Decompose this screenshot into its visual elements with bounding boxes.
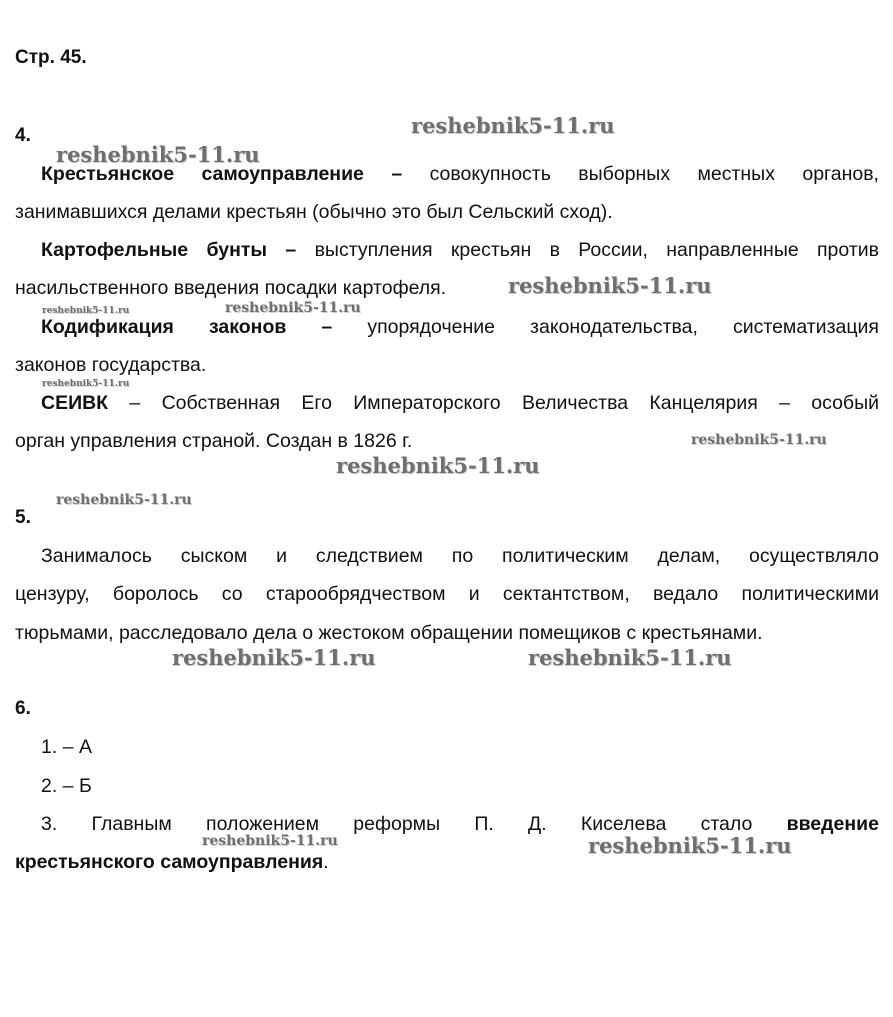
watermark: reshebnik5-11.ru [588,833,792,858]
term-definition-cont-3: законов государства. [15,354,207,376]
term-definition-cont-1: занимавшихся делами крестьян (обычно это был Сельский сход). [15,201,613,223]
watermark: reshebnik5-11.ru [691,432,827,448]
watermark: reshebnik5-11.ru [411,113,615,138]
watermark: reshebnik5-11.ru [336,453,540,478]
answer-6-item-2: 2. – Б [41,775,92,797]
watermark: reshebnik5-11.ru [56,492,192,508]
answer-6-item-3-bold-cont: крестьянского самоуправления [15,851,324,873]
watermark: reshebnik5-11.ru [56,142,260,167]
section-number-5: 5. [15,507,31,528]
watermark: reshebnik5-11.ru [528,645,732,670]
answer-6-item-3-period: . [323,851,329,873]
answer-6-item-3-bold: введение [786,813,879,835]
term-definition: Собственная Его Императорского Величества Канцелярия – особый [161,392,879,414]
answer-5-line-1: Занималось сыском и следствием по политическим делам, осуществляло [41,545,879,567]
term-line-2 [41,238,879,262]
term-dash: – [267,239,315,261]
term-definition-cont-4: орган управления страной. Создан в 1826 г. [15,430,413,452]
watermark: reshebnik5-11.ru [172,645,376,670]
answer-6-item-1: 1. – А [41,736,92,758]
watermark: reshebnik5-11.ru [508,273,712,298]
watermark: reshebnik5-11.ru [202,833,338,849]
term-definition: выступления крестьян в России, направленные против [314,239,879,261]
section-number-6: 6. [15,698,31,719]
term-dash: – [108,392,162,414]
term-dash: – [363,163,430,185]
term-definition-cont-2: насильственного введения посадки картофеля. [15,277,447,299]
term-definition: упорядочение законодательства, систематизация [367,316,879,338]
watermark: reshebnik5-11.ru [225,300,361,316]
page-label: Стр. 45. [15,47,87,68]
answer-6-item-3-text: 3. Главным положением реформы П. Д. Киселева стало [41,813,753,835]
term-name: Крестьянское самоуправление [41,163,364,185]
term-line-4 [41,391,879,415]
answer-5-line-3: тюрьмами, расследовало дела о жестоком обращении помещиков с крестьянами. [15,622,763,644]
watermark: reshebnik5-11.ru [42,379,130,389]
term-name: СЕИВК [41,392,109,414]
term-dash: – [286,316,368,338]
term-definition: совокупность выборных местных органов, [429,163,879,185]
answer-5-line-2: цензуру, боролось со старообрядчеством и сектантством, ведало политическими [15,583,879,605]
term-name: Кодификация законов [41,316,287,338]
watermark: reshebnik5-11.ru [42,306,130,316]
term-line-3 [41,315,879,339]
term-name: Картофельные бунты [41,239,268,261]
section-number-4: 4. [15,125,31,146]
